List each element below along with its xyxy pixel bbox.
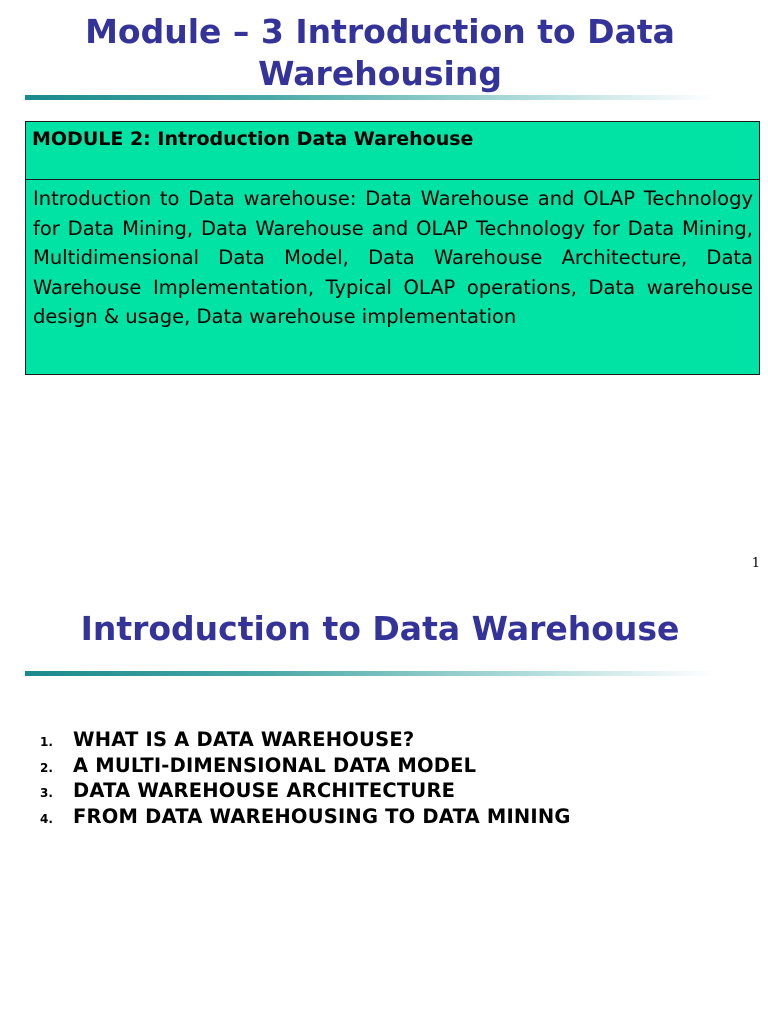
list-item-text: DATA WAREHOUSE ARCHITECTURE bbox=[73, 779, 456, 802]
slide-title: Module – 3 Introduction to Data Warehousing bbox=[85, 12, 675, 93]
slide-title: Introduction to Data Warehouse bbox=[80, 609, 680, 648]
page-number: 1 bbox=[751, 556, 760, 571]
slide-2 bbox=[0, 580, 768, 1024]
list-item-text: FROM DATA WAREHOUSING TO DATA MINING bbox=[73, 804, 571, 828]
list-item-text: WHAT IS A DATA WAREHOUSE? bbox=[73, 728, 415, 751]
title-divider bbox=[25, 671, 715, 676]
module-content-box bbox=[25, 121, 760, 375]
module-description: Introduction to Data warehouse: Data Warehouse and OLAP Technology for Data Mining, Data Warehouse and OLAP Technology for Data Mining, Multidimensional Data Model, Data Warehouse Architecture, Data Warehouse Implementation, Typical OLAP operations, Data warehouse design & usage, Data warehouse implementation bbox=[33, 187, 753, 328]
list-item bbox=[40, 728, 571, 754]
topic-list bbox=[40, 728, 571, 830]
list-item-number: 1. bbox=[40, 735, 53, 749]
module-heading: MODULE 2: Introduction Data Warehouse bbox=[26, 122, 759, 180]
list-item-number: 2. bbox=[40, 760, 53, 775]
list-item-text: A MULTI-DIMENSIONAL DATA MODEL bbox=[73, 753, 477, 777]
list-item bbox=[40, 805, 571, 831]
title-divider bbox=[25, 95, 715, 100]
list-item bbox=[40, 754, 571, 780]
list-item-number: 3. bbox=[40, 786, 53, 800]
list-item-number: 4. bbox=[40, 811, 53, 826]
list-item bbox=[40, 779, 571, 805]
